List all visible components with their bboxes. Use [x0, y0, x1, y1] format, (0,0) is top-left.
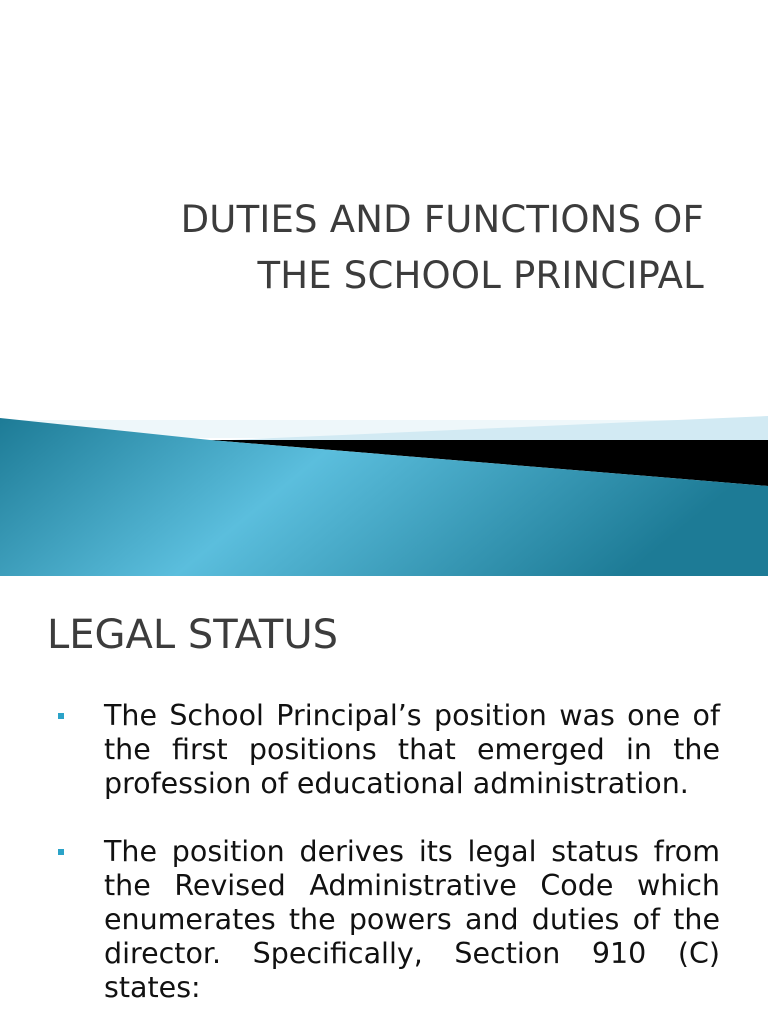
bullet-text: The position derives its legal status from the Revised Administrative Code which enumerates the powers and duties of the director. Specifically, Section 910 (C) states: — [104, 835, 720, 1004]
bullet-list — [0, 699, 768, 1024]
slide-heading: LEGAL STATUS — [47, 612, 338, 658]
slide-title-line-2: THE SCHOOL PRINCIPAL — [257, 254, 704, 297]
bullet-text: The School Principal’s position was one of the first positions that emerged in the profession of educational administration. — [104, 699, 720, 800]
slide-title-line-1: DUTIES AND FUNCTIONS OF — [180, 198, 704, 241]
bullet-icon — [58, 849, 64, 855]
content-slide — [0, 576, 768, 1024]
list-item — [0, 835, 768, 1005]
slide-title — [64, 192, 704, 304]
bullet-icon — [58, 713, 64, 719]
decorative-banner — [0, 410, 768, 576]
list-item — [0, 699, 768, 801]
